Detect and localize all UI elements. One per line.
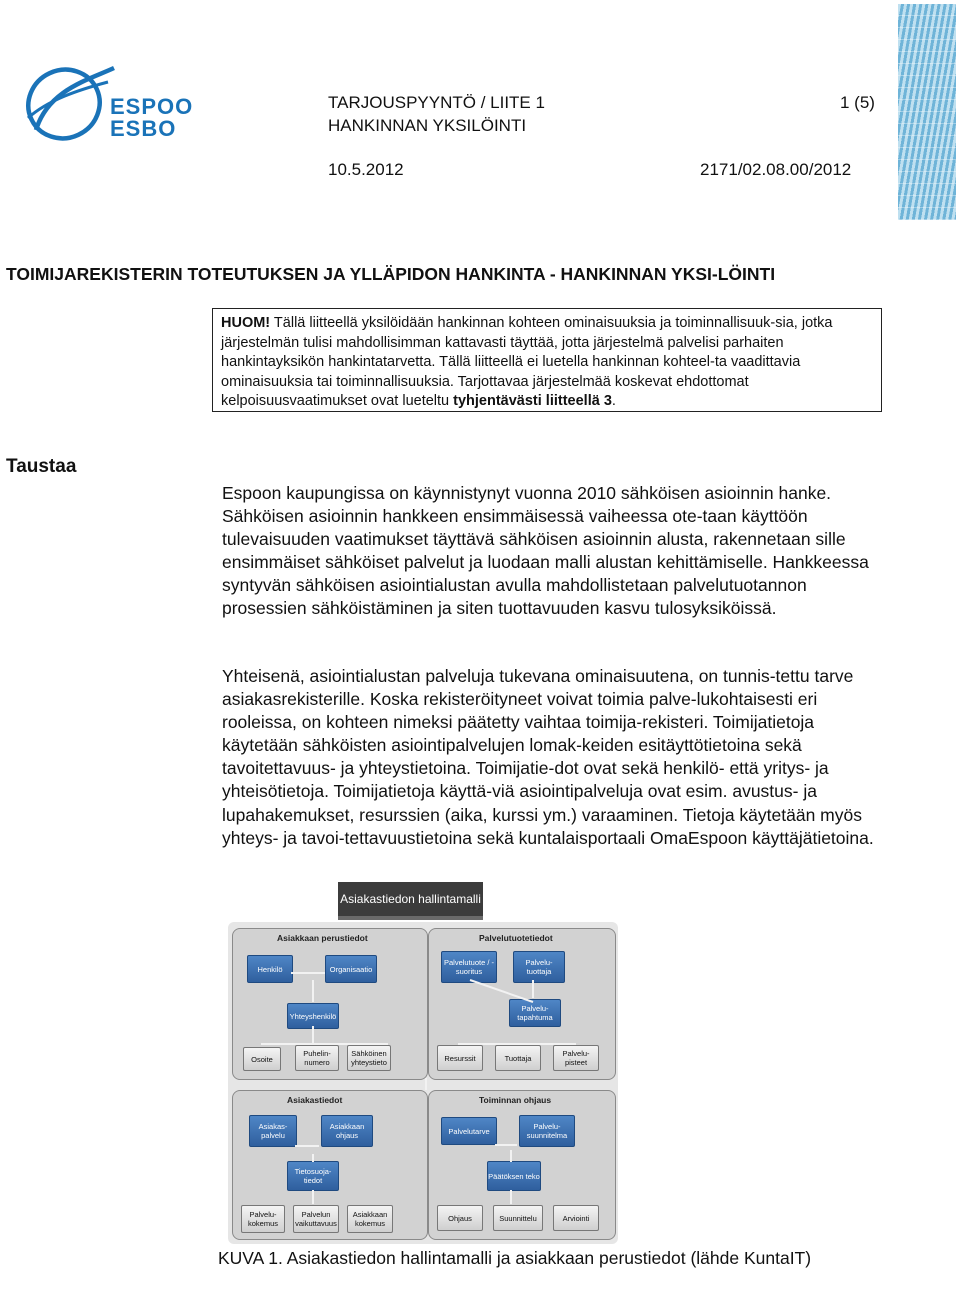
panel-title: Asiakastiedot (287, 1095, 343, 1105)
box-henkilo: Henkilö (247, 955, 293, 983)
box-tietosuojatiedot: Tietosuoja-tiedot (287, 1161, 339, 1191)
espoo-logo (18, 60, 198, 150)
box-palvelupisteet: Palvelu-pisteet (553, 1045, 599, 1071)
box-sahkoinen-yhteystieto: Sähköinen yhteystieto (347, 1045, 391, 1071)
note-lead: HUOM! (221, 315, 271, 331)
box-resurssit: Resurssit (437, 1045, 483, 1071)
note-end: . (611, 393, 616, 409)
box-asiakkaan-kokemus: Asiakkaan kokemus (347, 1205, 393, 1233)
box-paatoksen-teko: Päätöksen teko (487, 1161, 541, 1191)
logo-text-esbo: ESBO (110, 116, 177, 141)
doc-date: 10.5.2012 (328, 160, 404, 179)
box-palvelun-vaikuttavuus: Palvelun vaikuttavuus (293, 1205, 339, 1233)
diagram-title: Asiakastiedon hallintamalli (338, 882, 483, 920)
doc-type: TARJOUSPYYNTÖ / LIITE 1 (328, 93, 545, 112)
box-palvelusuunnitelma: Palvelu-suunnitelma (519, 1115, 575, 1147)
panel-title: Palvelutuotetiedot (479, 933, 553, 943)
section-heading: Taustaa (6, 456, 77, 477)
diagram (228, 922, 618, 1244)
panel-toiminnan-ohjaus (428, 1090, 616, 1240)
figure-caption: KUVA 1. Asiakastiedon hallintamalli ja asiakkaan perustiedot (lähde KuntaIT) (218, 1248, 812, 1268)
panel-asiakastiedot (232, 1090, 428, 1240)
doc-reference: 2171/02.08.00/2012 (700, 160, 852, 179)
document-title: TOIMIJAREKISTERIN TOTEUTUKSEN JA YLLÄPIDON HANKINTA - HANKINNAN YKSI-LÖINTI (6, 264, 776, 284)
box-palvelukokemus: Palvelu-kokemus (241, 1205, 285, 1233)
box-osoite: Osoite (243, 1047, 281, 1071)
doc-subtitle: HANKINNAN YKSILÖINTI (328, 116, 527, 135)
box-puhelinnumero: Puhelin-numero (295, 1045, 339, 1071)
panel-palvelutuotetiedot (428, 928, 616, 1080)
box-arviointi: Arviointi (553, 1205, 599, 1231)
note-box (212, 308, 882, 412)
panel-asiakkaan-perustiedot (232, 928, 428, 1080)
logo-text-espoo: ESPOO (110, 94, 194, 119)
box-asiakaspalvelu: Asiakas-palvelu (249, 1115, 297, 1147)
box-yhteyshenkilo: Yhteyshenkilö (287, 1003, 339, 1029)
box-palvelutarve: Palvelutarve (441, 1117, 497, 1145)
box-tuottaja: Tuottaja (495, 1045, 541, 1071)
header-building-image (898, 4, 956, 220)
page-number: 1 (5) (840, 93, 875, 112)
panel-title: Toiminnan ohjaus (479, 1095, 552, 1105)
box-ohjaus: Ohjaus (437, 1205, 483, 1231)
note-text: Tällä liitteellä yksilöidään hankinnan kohteen ominaisuuksia ja toiminnallisuuk-sia, jotka järjestelmän tulisi mahdollisimman kattavasti täyttää, jotta järjestelmä palvelisi parhaiten hankintayksikön hankintatarvetta. Tällä liitteellä ei luetella hankinnan kohteel-ta vaadittavia ominaisuuksia tai toiminnallisuuksia. Tarjottavaa järjestelmää koskevat ehdottomat kelpoisuusvaatimukset ovat lueteltu (221, 315, 833, 409)
box-palvelutapahtuma: Palvelu-tapahtuma (509, 999, 561, 1027)
panel-title: Asiakkaan perustiedot (277, 933, 368, 943)
box-palvelutuote: Palvelutuote / -suoritus (441, 951, 497, 983)
paragraph-1: Espoon kaupungissa on käynnistynyt vuonna 2010 sähköisen asioinnin hanke. Sähköisen asioinnin hankkeen ensimmäisessä vaiheessa ote-taan käyttöön tulevaisuuden vaatimukset täyttävä sähköisen asioinnin alusta, rakennetaan sille ensimmäiset sähköiset palvelut ja luodaan malli alustan kehittämiselle. Hankkeessa syntyvän sähköisen asiointialustan avulla mahdollistetaan palvelutuotannon prosessien sähköistäminen ja siten tuottavuuden kasvu tulosyksiköissä. (222, 483, 869, 619)
box-suunnittelu: Suunnittelu (493, 1205, 543, 1231)
box-palvelutuottaja: Palvelu-tuottaja (513, 951, 565, 983)
box-asiakkaan-ohjaus: Asiakkaan ohjaus (321, 1115, 373, 1147)
box-organisaatio: Organisaatio (325, 955, 377, 983)
paragraph-2: Yhteisenä, asiointialustan palveluja tukevana ominaisuutena, on tunnis-tettu tarve asiakasrekisterille. Koska rekisteröityneet voivat toimia palve-lukohtaisesti eri rooleissa, on kohteen nimeksi päätetty vaihtaa toimija-rekisteri. Toimijatietoja käytetään sähköisten asiointipalvelujen lomak-keiden esitäyttötietoina sekä tavoitettavuus- ja yhteystietoina. Toimijatie-dot ovat sekä henkilö- että yritys- ja yhteisötietoja. Toimijatietoja käyttä-viä asiointipalveluja ovat esim. avustus- ja lupahakemukset, resurssien (aika, kurssi ym.) varaaminen. Tietoja käytetään myös yhteys- ja tavoi-tettavuustietoina sekä kuntalaisportaali OmaEspoon käyttäjätietoina. (222, 666, 874, 848)
note-bold-tail: tyhjentävästi liitteellä 3 (453, 393, 612, 409)
